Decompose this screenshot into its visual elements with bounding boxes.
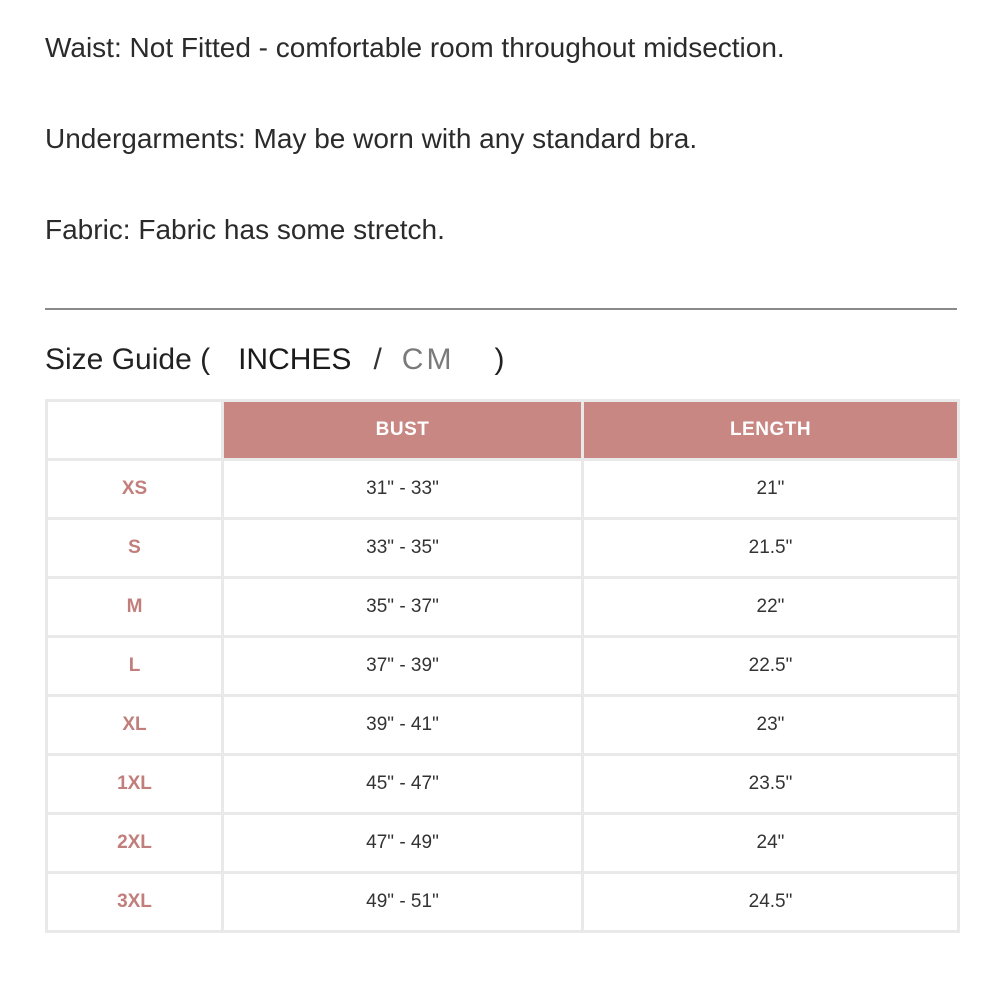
table-row [47,578,959,637]
unit-separator: / [373,343,382,376]
waist-note: Waist: Not Fitted - comfortable room throughout midsection. [45,32,785,63]
length-value: 22.5" [583,637,959,696]
size-guide-close-paren: ) [494,343,505,376]
unit-cm-toggle[interactable]: CM [401,343,455,376]
table-row [47,696,959,755]
size-label: 1XL [47,755,223,814]
length-value: 23.5" [583,755,959,814]
unit-inches-toggle[interactable]: INCHES [238,343,352,376]
size-label: 2XL [47,814,223,873]
bust-value: 47" - 49" [223,814,583,873]
table-row [47,814,959,873]
size-label: 3XL [47,873,223,932]
bust-value: 35" - 37" [223,578,583,637]
section-divider [45,308,957,310]
bust-value: 39" - 41" [223,696,583,755]
length-value: 21" [583,460,959,519]
table-row [47,519,959,578]
table-header-row [47,401,959,460]
size-guide-heading [45,336,504,384]
fabric-note: Fabric: Fabric has some stretch. [45,214,445,245]
bust-value: 49" - 51" [223,873,583,932]
bust-value: 45" - 47" [223,755,583,814]
header-length: LENGTH [583,401,959,460]
size-label: XS [47,460,223,519]
size-table [45,399,960,933]
bust-value: 37" - 39" [223,637,583,696]
size-label: M [47,578,223,637]
fit-notes [45,28,955,250]
bust-value: 33" - 35" [223,519,583,578]
undergarments-note: Undergarments: May be worn with any standard bra. [45,123,698,154]
table-row [47,873,959,932]
table-row [47,460,959,519]
length-value: 24.5" [583,873,959,932]
table-row [47,637,959,696]
size-label: XL [47,696,223,755]
header-size-blank [47,401,223,460]
length-value: 22" [583,578,959,637]
length-value: 24" [583,814,959,873]
header-bust: BUST [223,401,583,460]
bust-value: 31" - 33" [223,460,583,519]
length-value: 23" [583,696,959,755]
size-label: S [47,519,223,578]
size-table-container [45,399,957,933]
size-label: L [47,637,223,696]
table-row [47,755,959,814]
length-value: 21.5" [583,519,959,578]
size-guide-label: Size Guide ( [45,343,211,376]
